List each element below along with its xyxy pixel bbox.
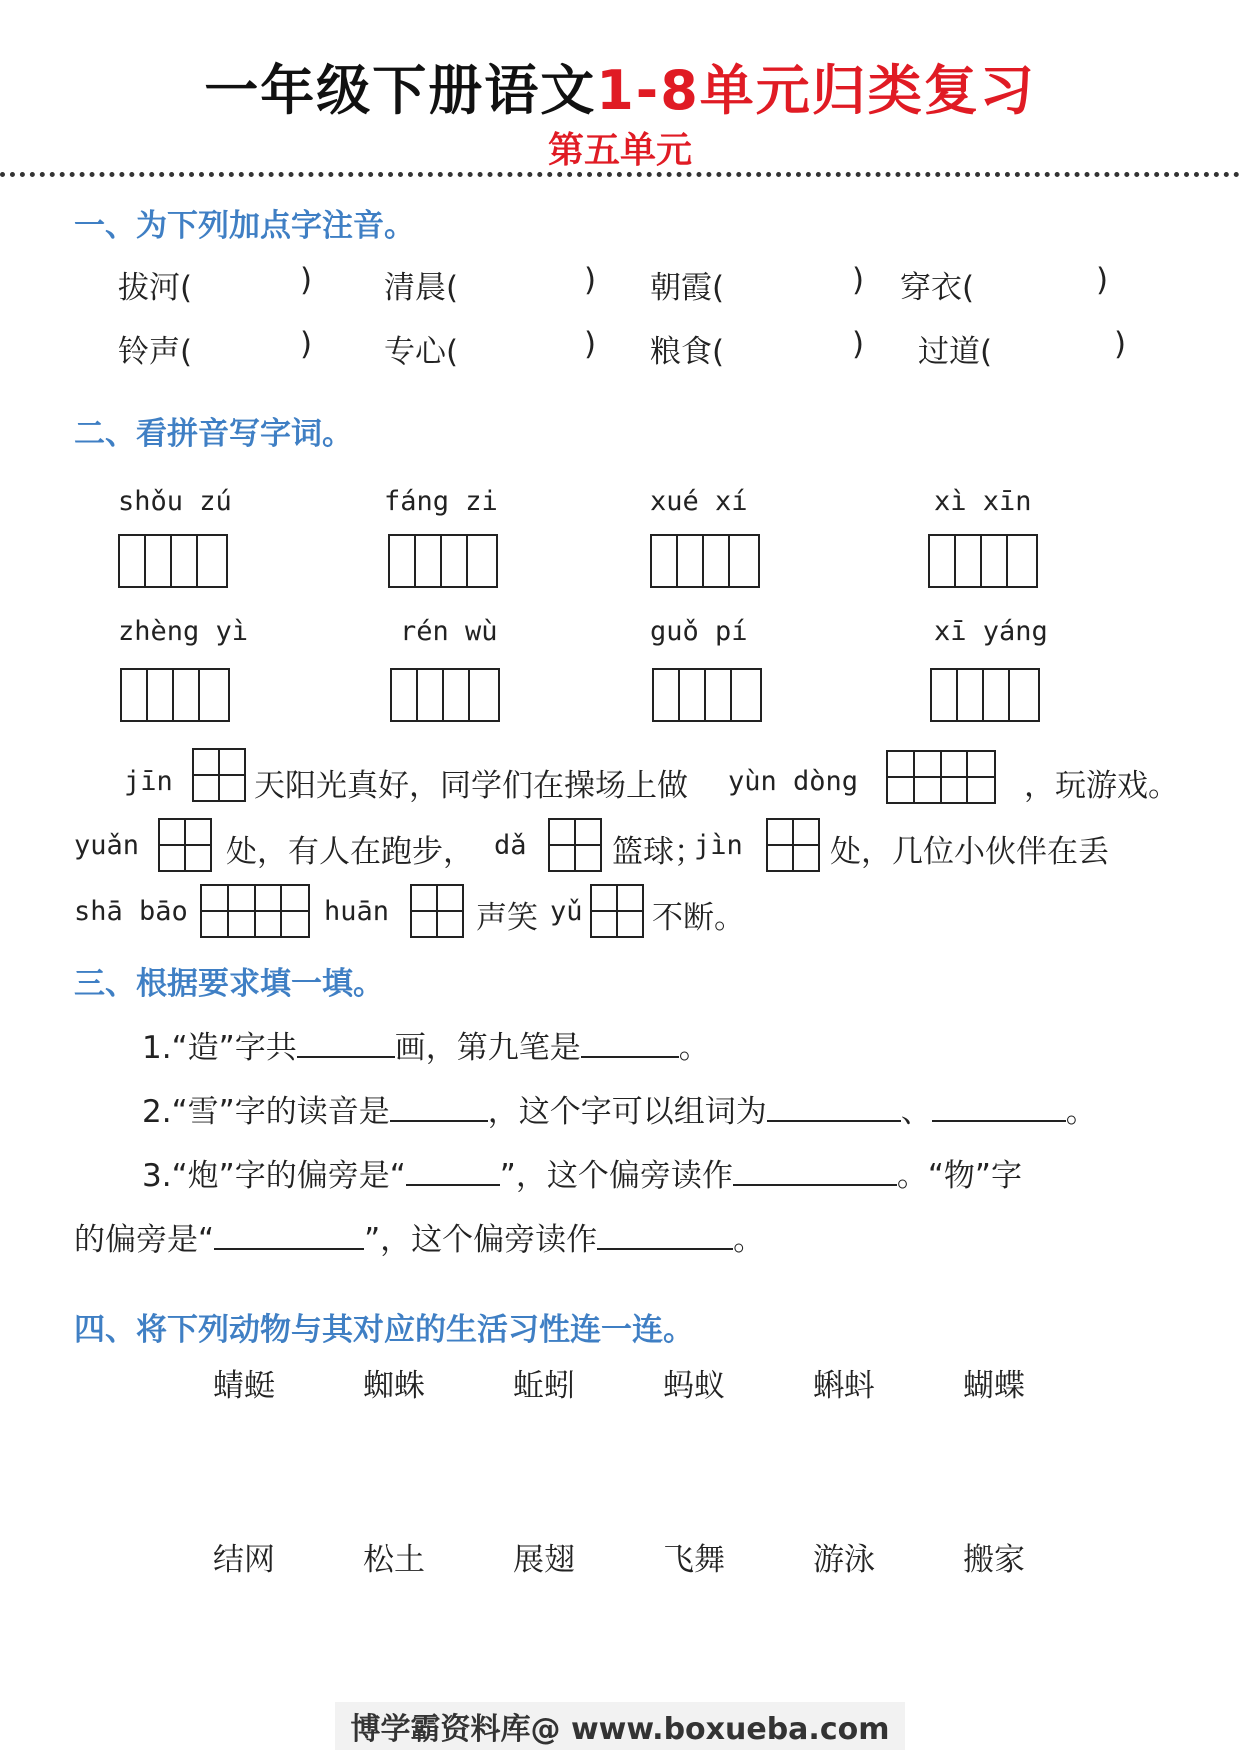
q3-text: 3.“炮”字的偏旁是“ xyxy=(142,1158,406,1194)
pinyin-label: jīn xyxy=(124,766,173,797)
close-paren: ) xyxy=(1114,326,1127,362)
title-red-part: 1-8单元归类复习 xyxy=(596,59,1036,122)
pinyin-label: xī yáng xyxy=(934,616,1048,647)
passage-text: 不断。 xyxy=(652,900,745,936)
answer-blank[interactable] xyxy=(581,1028,679,1058)
q3-text: ”，这个偏旁读作 xyxy=(499,1158,733,1194)
pinyin-label: guǒ pí xyxy=(650,616,748,647)
close-paren: ) xyxy=(1096,262,1109,298)
q1-text: 1.“造”字共 xyxy=(142,1030,297,1066)
pinyin-label: yǔ xyxy=(550,896,583,927)
open-paren: ( xyxy=(446,270,459,306)
section3-heading: 三、根据要求填一填。 xyxy=(74,966,384,1002)
question-2 xyxy=(142,1086,1097,1131)
pinyin-label: fáng zi xyxy=(384,486,498,517)
footer-text: 博学霸资料库@ www.boxueba.com xyxy=(335,1702,906,1750)
answer-grid[interactable] xyxy=(650,534,760,588)
close-paren: ) xyxy=(852,262,865,298)
animal-item[interactable]: 蜘蛛 xyxy=(363,1368,425,1404)
habit-item[interactable]: 游泳 xyxy=(813,1542,875,1578)
tianzi-box[interactable] xyxy=(158,818,212,872)
tianzi-box[interactable] xyxy=(766,818,820,872)
answer-blank[interactable] xyxy=(932,1092,1066,1122)
question-3 xyxy=(142,1150,1022,1195)
q3-text: 的偏旁是“ xyxy=(74,1222,215,1258)
habit-item[interactable]: 飞舞 xyxy=(663,1542,725,1578)
passage-text: 天阳光真好，同学们在操场上做 xyxy=(254,768,688,804)
close-paren: ) xyxy=(584,262,597,298)
pinyin-label: xué xí xyxy=(650,486,748,517)
close-paren: ) xyxy=(300,262,313,298)
answer-blank[interactable] xyxy=(297,1028,395,1058)
s1-item xyxy=(650,262,724,307)
answer-blank[interactable] xyxy=(214,1220,364,1250)
habit-item[interactable]: 展翅 xyxy=(513,1542,575,1578)
page-title xyxy=(0,48,1240,125)
close-paren: ) xyxy=(852,326,865,362)
passage-text: 处，几位小伙伴在丢 xyxy=(830,834,1109,870)
passage-text: ，玩游戏。 xyxy=(1024,768,1179,804)
section1-heading: 一、为下列加点字注音。 xyxy=(74,208,415,244)
pinyin-label: shǒu zú xyxy=(118,486,232,517)
s1-item xyxy=(118,262,192,307)
question-1 xyxy=(142,1022,710,1067)
close-paren: ) xyxy=(300,326,313,362)
open-paren: ( xyxy=(180,334,193,370)
s1-item xyxy=(384,262,458,307)
answer-blank[interactable] xyxy=(733,1156,897,1186)
habit-item[interactable]: 结网 xyxy=(213,1542,275,1578)
animal-item[interactable]: 蜻蜓 xyxy=(213,1368,275,1404)
s1-word: 穿衣 xyxy=(900,270,962,306)
answer-blank[interactable] xyxy=(597,1220,733,1250)
pinyin-label: yuǎn xyxy=(74,830,140,861)
animal-item[interactable]: 蝴蝶 xyxy=(963,1368,1025,1404)
tianzi-box[interactable] xyxy=(192,748,246,802)
answer-grid[interactable] xyxy=(928,534,1038,588)
open-paren: ( xyxy=(712,334,725,370)
animal-item[interactable]: 蝌蚪 xyxy=(813,1368,875,1404)
s1-word: 铃声 xyxy=(118,334,180,370)
pinyin-label: jìn xyxy=(694,830,743,861)
q1-text: 画，第九笔是 xyxy=(394,1030,581,1066)
answer-grid[interactable] xyxy=(930,668,1040,722)
open-paren: ( xyxy=(980,334,993,370)
section4-heading: 四、将下列动物与其对应的生活习性连一连。 xyxy=(74,1312,694,1348)
passage-text: 处，有人在跑步， xyxy=(226,834,474,870)
pinyin-label: huān xyxy=(324,896,390,927)
open-paren: ( xyxy=(712,270,725,306)
s1-item xyxy=(918,326,992,371)
s1-word: 拔河 xyxy=(118,270,180,306)
s1-word: 专心 xyxy=(384,334,446,370)
q3-text: 。 xyxy=(733,1222,765,1258)
q2-text: 。 xyxy=(1065,1094,1097,1130)
q2-text: 2.“雪”字的读音是 xyxy=(142,1094,390,1130)
q1-text: 。 xyxy=(678,1030,710,1066)
habit-item[interactable]: 松土 xyxy=(363,1542,425,1578)
title-black-part: 一年级下册语文 xyxy=(204,59,597,122)
answer-grid[interactable] xyxy=(652,668,762,722)
s1-word: 清晨 xyxy=(384,270,446,306)
habit-item[interactable]: 搬家 xyxy=(963,1542,1025,1578)
s1-item xyxy=(650,326,724,371)
answer-grid[interactable] xyxy=(390,668,500,722)
s1-word: 粮食 xyxy=(650,334,712,370)
pinyin-label: yùn dòng xyxy=(728,766,859,797)
close-paren: ) xyxy=(584,326,597,362)
answer-grid[interactable] xyxy=(388,534,498,588)
open-paren: ( xyxy=(180,270,193,306)
answer-blank[interactable] xyxy=(406,1156,500,1186)
s1-item xyxy=(118,326,192,371)
answer-blank[interactable] xyxy=(390,1092,488,1122)
q3-text: 。“物”字 xyxy=(896,1158,1022,1194)
s1-word: 过道 xyxy=(918,334,980,370)
page-subtitle: 第五单元 xyxy=(547,130,692,171)
answer-grid[interactable] xyxy=(120,668,230,722)
tianzi-box-double[interactable] xyxy=(200,884,310,938)
pinyin-label: xì xīn xyxy=(934,486,1032,517)
pinyin-label: rén wù xyxy=(400,616,498,647)
q3-text: ”，这个偏旁读作 xyxy=(364,1222,598,1258)
animal-item[interactable]: 蚂蚁 xyxy=(663,1368,725,1404)
s1-item xyxy=(900,262,974,307)
answer-grid[interactable] xyxy=(118,534,228,588)
q2-text: ，这个字可以组词为 xyxy=(487,1094,767,1130)
s1-word: 朝霞 xyxy=(650,270,712,306)
answer-blank[interactable] xyxy=(767,1092,901,1122)
tianzi-box[interactable] xyxy=(548,818,602,872)
tianzi-box-double[interactable] xyxy=(886,750,996,804)
tianzi-box[interactable] xyxy=(410,884,464,938)
dotted-divider xyxy=(0,172,1240,177)
animal-item[interactable]: 蚯蚓 xyxy=(513,1368,575,1404)
q2-text: 、 xyxy=(900,1094,932,1130)
open-paren: ( xyxy=(446,334,459,370)
footer-watermark xyxy=(0,1702,1240,1750)
pinyin-label: dǎ xyxy=(494,830,527,861)
tianzi-box[interactable] xyxy=(590,884,644,938)
passage-text: 篮球； xyxy=(612,834,705,870)
passage-text: 声笑 xyxy=(476,900,538,936)
section2-heading: 二、看拼音写字词。 xyxy=(74,416,353,452)
pinyin-label: zhèng yì xyxy=(118,616,249,647)
question-3-cont xyxy=(74,1214,764,1259)
pinyin-label: shā bāo xyxy=(74,896,188,927)
open-paren: ( xyxy=(962,270,975,306)
s1-item xyxy=(384,326,458,371)
